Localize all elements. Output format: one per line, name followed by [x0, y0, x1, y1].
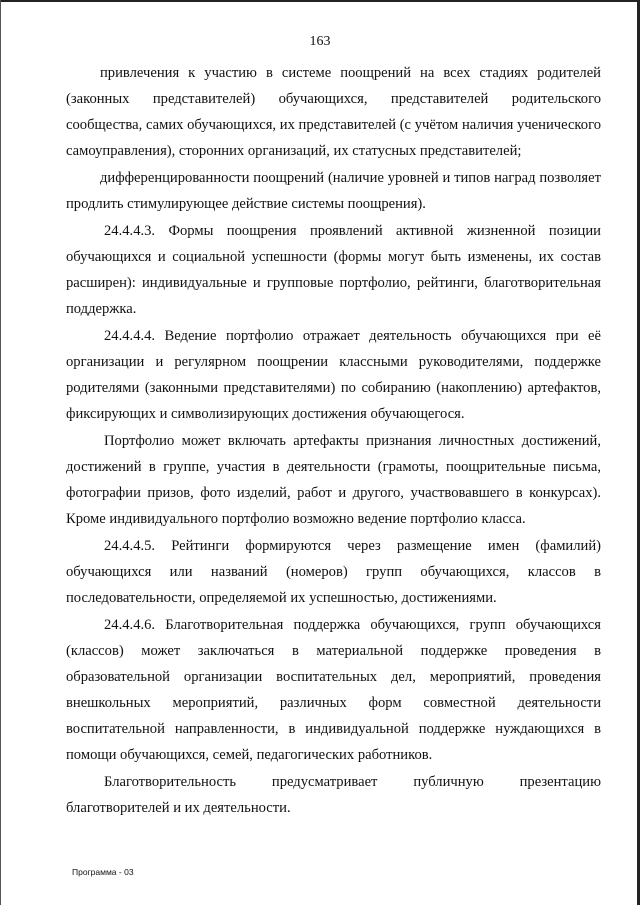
paragraph-3: 24.4.4.3. Формы поощрения проявлений активной жизненной позиции обучающихся и социальной успешности (формы могут быть изменены, их состав расширен): индивидуальные и групповые портфолио, рейтинги, благотворительная поддержка. — [66, 223, 601, 317]
body-text — [66, 60, 601, 822]
paragraph-8: Благотворительность предусматривает публичную презентацию благотворителей и их деятельности. — [66, 774, 601, 816]
paragraph-7: 24.4.4.6. Благотворительная поддержка обучающихся, групп обучающихся (классов) может заключаться в материальной поддержке проведения в образовательной организации воспитательных дел, мероприятий, проведения внешкольных мероприятий, различных форм совместной деятельности воспитательной направленности, в индивидуальной поддержке нуждающихся в помощи обучающихся, семей, педагогических работников. — [66, 617, 601, 763]
paragraph-6: 24.4.4.5. Рейтинги формируются через размещение имен (фамилий) обучающихся или названий (номеров) групп обучающихся, классов в последовательности, определяемой их успешностью, достижениями. — [66, 538, 601, 606]
paragraph-4: 24.4.4.4. Ведение портфолио отражает деятельность обучающихся при её организации и регулярном поощрении классными руководителями, поддержке родителями (законными представителями) по собиранию (накоплению) артефактов, фиксирующих и символизирующих достижения обучающегося. — [66, 328, 601, 422]
page-number: 163 — [309, 34, 331, 49]
paragraph-2: дифференцированности поощрений (наличие уровней и типов наград позволяет продлить стимулирующее действие системы поощрения). — [66, 170, 601, 212]
paragraph-1: привлечения к участию в системе поощрений на всех стадиях родителей (законных представителей) обучающихся, представителей родительского сообщества, самих обучающихся, их представителей (с учётом наличия ученического самоуправления), сторонних организаций, их статусных представителей; — [66, 65, 601, 159]
scan-edge-left — [0, 0, 1, 905]
scan-edge-top — [0, 0, 640, 2]
footer-label: Программа - 03 — [72, 867, 134, 877]
paragraph-5: Портфолио может включать артефакты признания личностных достижений, достижений в группе, участия в деятельности (грамоты, поощрительные письма, фотографии призов, фото изделий, работ и другого, участвовавшего в конкурсах). Кроме индивидуального портфолио возможно ведение портфолио класса. — [66, 433, 601, 527]
